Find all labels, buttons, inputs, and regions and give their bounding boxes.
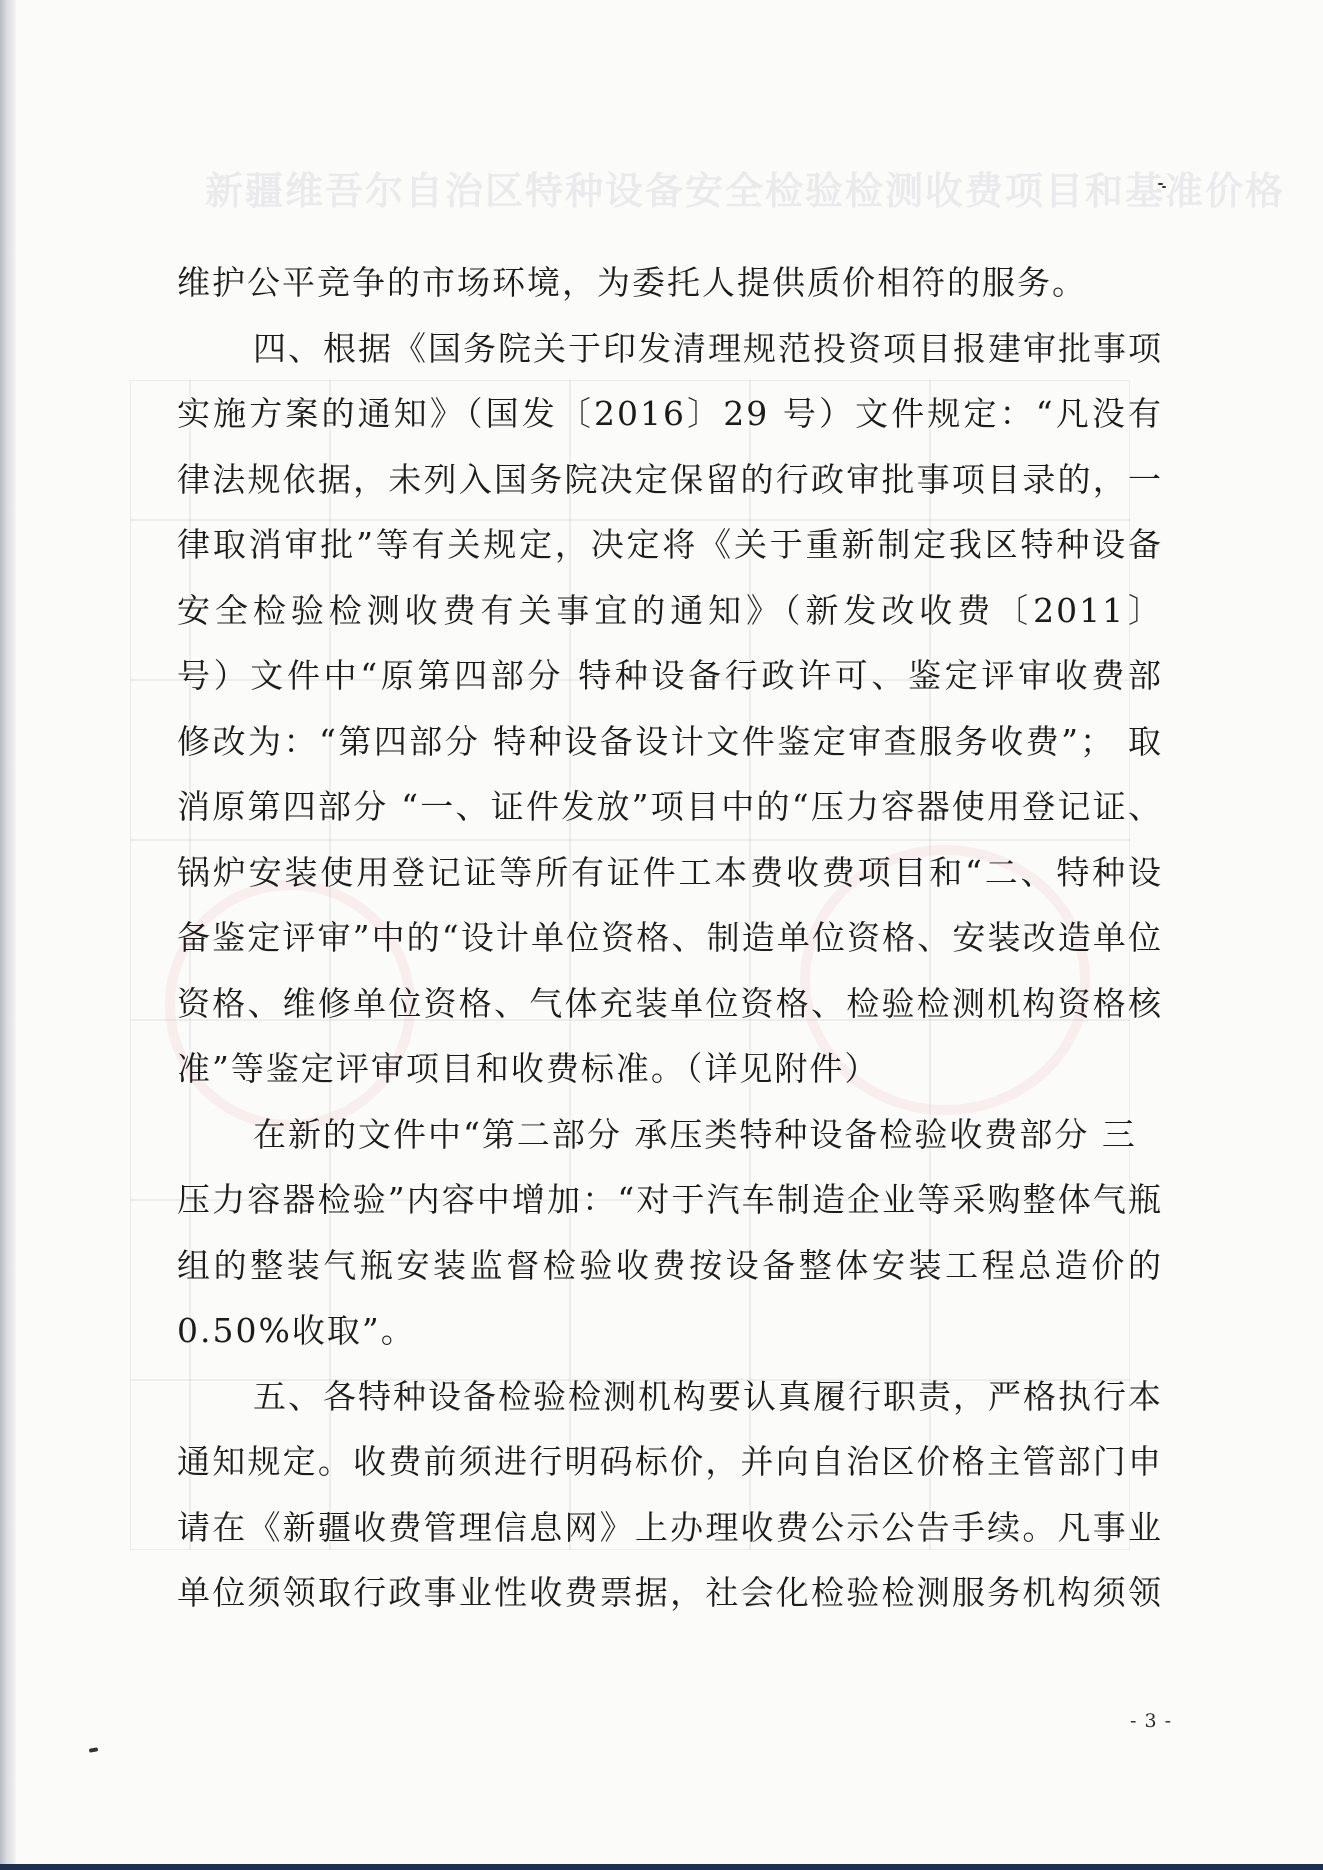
text-line: 在新的文件中“第二部分 承压类特种设备检验收费部分 三 <box>253 1114 1137 1154</box>
text-line: 单位须领取行政事业性收费票据，社会化检验检测服务机构须领 <box>177 1573 1163 1612</box>
page-edge-shadow <box>0 0 16 1870</box>
scan-speck <box>1158 183 1163 185</box>
text-line: 号）文件中“原第四部分 特种设备行政许可、鉴定评审收费部 <box>177 656 1163 695</box>
scan-speck <box>1162 186 1166 188</box>
text-line: 律法规依据，未列入国务院决定保留的行政审批事项目录的，一 <box>177 459 1163 499</box>
document-body <box>177 250 1163 1626</box>
text-line: 实施方案的通知》（国发〔2016〕29 号）文件规定：“凡没有 <box>177 394 1163 433</box>
page-number: - 3 - <box>1130 1710 1173 1732</box>
text-line: 修改为：“第四部分 特种设备设计文件鉴定审查服务收费”； 取 <box>177 721 1163 761</box>
text-line: 准”等鉴定评审项目和收费标准。（详见附件） <box>177 1049 880 1088</box>
bleed-through-heading: 新疆维吾尔自治区特种设备安全检验检测收费项目和基准价格 <box>205 169 1286 213</box>
text-line: 备鉴定评审”中的“设计单位资格、制造单位资格、安装改造单位 <box>177 918 1163 957</box>
text-line: 组的整装气瓶安装监督检验收费按设备整体安装工程总造价的 <box>177 1245 1163 1285</box>
text-line: 安全检验检测收费有关事宜的通知》（新发改收费〔2011〕 <box>177 590 1163 630</box>
scan-bottom-edge <box>0 1864 1323 1870</box>
text-line: 维护公平竞争的市场环境，为委托人提供质价相符的服务。 <box>177 263 1087 302</box>
text-line: 锅炉安装使用登记证等所有证件工本费收费项目和“二、特种设 <box>177 852 1163 892</box>
text-line: 请在《新疆收费管理信息网》上办理收费公示公告手续。凡事业 <box>177 1507 1163 1547</box>
text-line: 五、各特种设备检验检测机构要认真履行职责，严格执行本 <box>253 1376 1163 1416</box>
text-line: 四、根据《国务院关于印发清理规范投资项目报建审批事项 <box>253 328 1163 368</box>
text-line: 律取消审批”等有关规定，决定将《关于重新制定我区特种设备 <box>177 525 1163 564</box>
text-line: 压力容器检验”内容中增加：“对于汽车制造企业等采购整体气瓶 <box>177 1180 1163 1219</box>
text-line: 消原第四部分 “一、证件发放”项目中的“压力容器使用登记证、 <box>177 787 1163 826</box>
text-line: 通知规定。收费前须进行明码标价，并向自治区价格主管部门申 <box>177 1442 1163 1481</box>
text-line: 0.50%收取”。 <box>177 1311 416 1350</box>
scan-speck <box>89 1747 99 1753</box>
text-line: 资格、维修单位资格、气体充装单位资格、检验检测机构资格核 <box>177 983 1163 1023</box>
